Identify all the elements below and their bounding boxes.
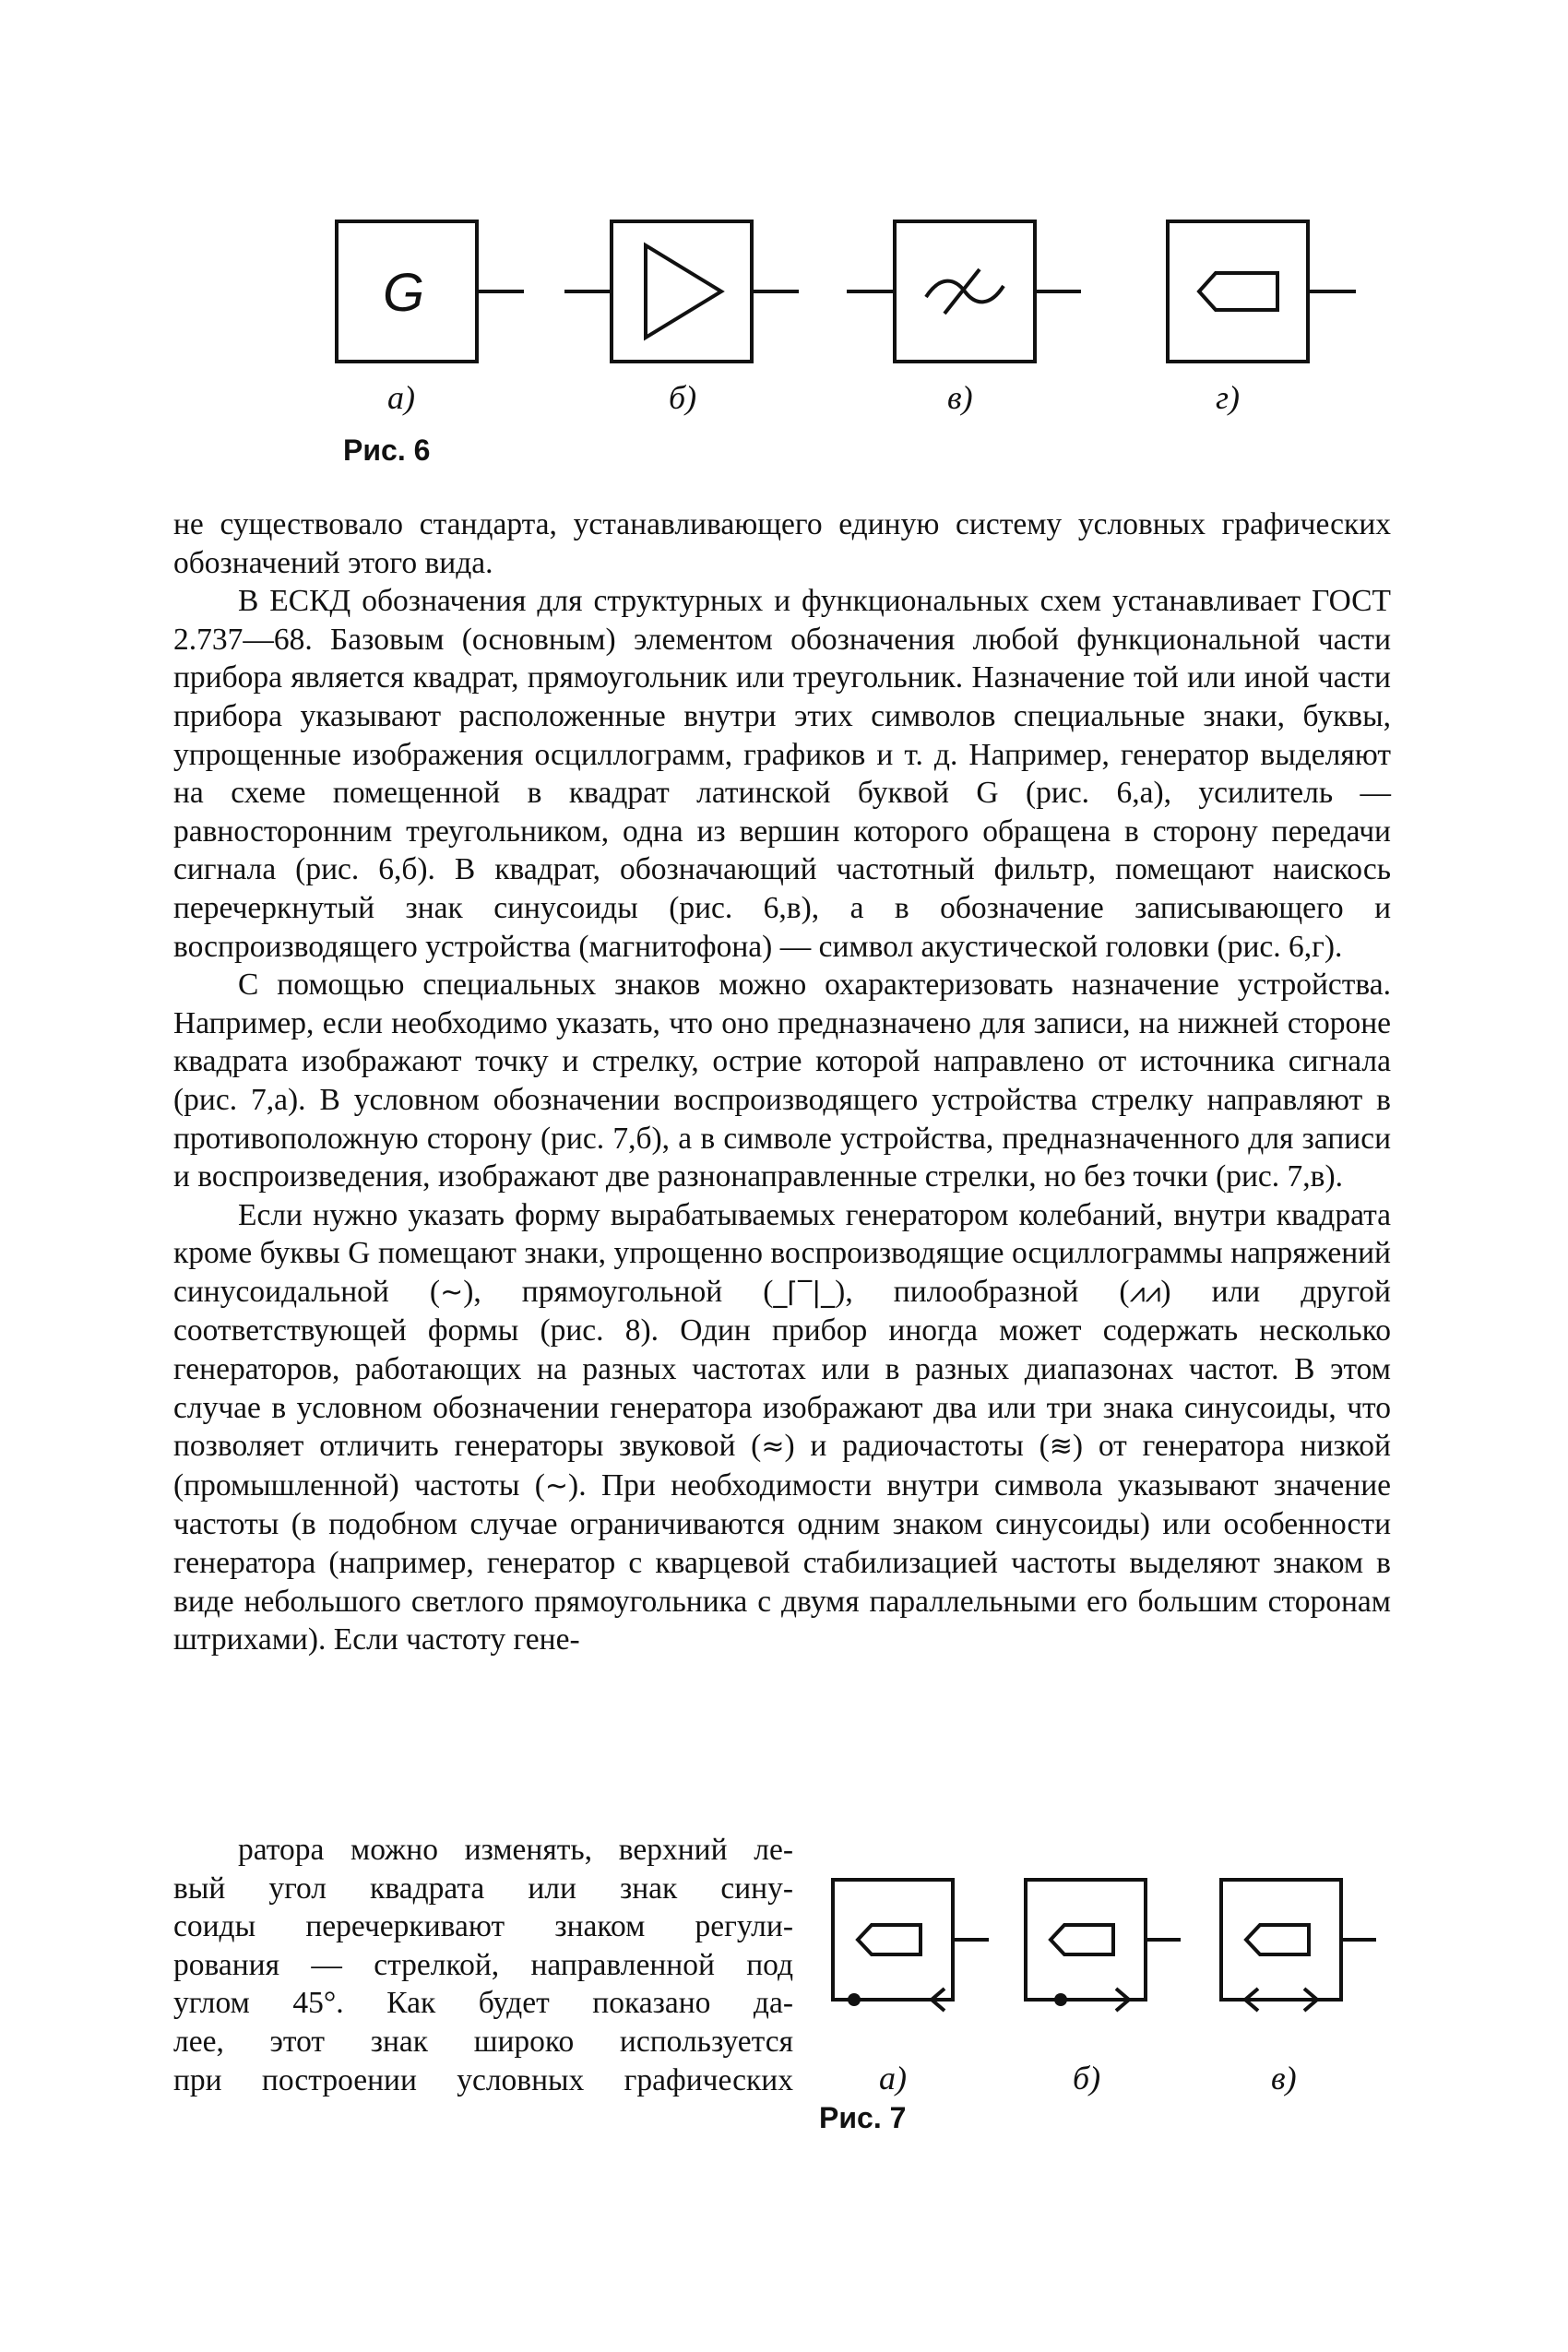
fig7c-head-icon	[1246, 1925, 1309, 1954]
fig7a-dot-icon	[848, 1993, 861, 2006]
fig7b-box	[1026, 1880, 1146, 2000]
fig6-label-d: г)	[1216, 379, 1241, 416]
paragraph-0: не существовало стандарта, устанавливающего единую систему условных графических обозначений этого вида.	[173, 507, 1391, 580]
wrap-line: при построении условных графических	[173, 2062, 793, 2097]
fig6-generator-letter: G	[383, 263, 425, 323]
wrap-line: лее, этот знак широко используется	[173, 2024, 793, 2059]
fig6-label-b: б)	[669, 379, 697, 416]
paragraph-2: С помощью специальных знаков можно охарактеризовать назначение устройства. Например, если необходимо указать, что оно предназначено для записи, на нижней стороне квадрата изображают точку и стрелку, острие которой направлено от источника сигнала (рис. 7,а). В условном обозначении воспроизводящего устройства стрелку направляют в противоположную сторону (рис. 7,б), а в символе устройства, предназначенного для записи и воспроизведения, изображают две разнонаправленные стрелки, но без точки (рис. 7,в).	[173, 968, 1391, 1194]
fig7-caption: Рис. 7	[819, 2101, 907, 2134]
fig7a-box	[833, 1880, 953, 2000]
fig7-label-a: а)	[879, 2060, 907, 2097]
paragraph-1: В ЕСКД обозначения для структурных и функциональных схем устанавливает ГОСТ 2.737—68. Базовым (основным) элементом обозначения любой функциональной части прибора является квадрат, прямоугольник или треугольник. Назначение той или иной части прибора указывают расположенные внутри этих символов специальные знаки, буквы, упрощенные изображения осциллограмм, графиков и т. д. Например, генератор выделяют на схеме помещенной в квадрат латинской буквой G (рис. 6,а), усилитель — равносторонним треугольником, одна из вершин которого обращена в сторону передачи сигнала (рис. 6,б). В квадрат, обозначающий частотный фильтр, помещают наискось перечеркнутый знак синусоиды (рис. 6,в), а в обозначение записывающего и воспроизводящего устройства (магнитофона) — символ акустической головки (рис. 6,г).	[173, 584, 1391, 964]
fig6-label-c: в)	[947, 379, 973, 416]
fig7-label-b: б)	[1073, 2060, 1101, 2097]
p3-part-b: ), прямоугольной (	[463, 1274, 774, 1309]
fig7b-dot-icon	[1054, 1993, 1067, 2006]
sine-symbol: ~	[440, 1276, 464, 1309]
p3-part-d: ) или другой соответствующей формы (рис. 8). Один прибор иногда может содержать несколько генераторов, работающих на разных частотах или в разных диапазонах частот. В этом случае в условном обозначении генератора изображают два или три знака синусоиды, что позволяет отличить генераторы звуковой (	[173, 1274, 1391, 1464]
audio-freq-symbol: ≈	[761, 1431, 785, 1464]
wrap-line: ратора можно изменять, верхний ле-	[238, 1833, 793, 1867]
square-wave-symbol: _⌈‾|_	[773, 1276, 836, 1309]
fig7c-box	[1221, 1880, 1341, 2000]
low-freq-symbol: ~	[544, 1469, 569, 1503]
p3-part-c: ), пилообразной (	[835, 1274, 1130, 1309]
sawtooth-symbol: ⩘⩘	[1129, 1276, 1161, 1309]
wrap-line: углом 45°. Как будет показано да-	[173, 1986, 793, 2021]
wrap-line: рования — стрелкой, направленной под	[173, 1947, 793, 1982]
fig7-label-c: в)	[1271, 2060, 1297, 2097]
p3-part-a: Если нужно указать форму вырабатываемых генератором колебаний, внутри квадрата кроме буквы G помещают знаки, упрощенно воспроизводящие осциллограммы напряжений синусоидальной (	[173, 1197, 1391, 1309]
wrap-line: соиды перечеркивают знаком регули-	[173, 1909, 793, 1944]
p3-part-f: ) от генератора низкой (промышленной) частоты (	[173, 1429, 1391, 1503]
fig7a-head-icon	[858, 1925, 921, 1954]
radio-freq-symbol: ≋	[1049, 1431, 1073, 1464]
fig6-caption: Рис. 6	[343, 434, 431, 467]
fig7b-head-icon	[1051, 1925, 1113, 1954]
wrap-line: вый угол квадрата или знак сину-	[173, 1871, 793, 1906]
p3-part-g: ). При необходимости внутри символа указывают значение частоты (в подобном случае ограничиваются одним знаком синусоиды) или особенности генератора (например, генератор с кварцевой стабилизацией частоты выделяют знаком в виде небольшого светлого прямоугольника с двумя параллельными его большим сторонам штрихами). Если частоту гене-	[173, 1467, 1391, 1657]
p3-part-e: ) и радиочастоты (	[784, 1429, 1050, 1464]
fig6-label-a: а)	[387, 379, 415, 416]
